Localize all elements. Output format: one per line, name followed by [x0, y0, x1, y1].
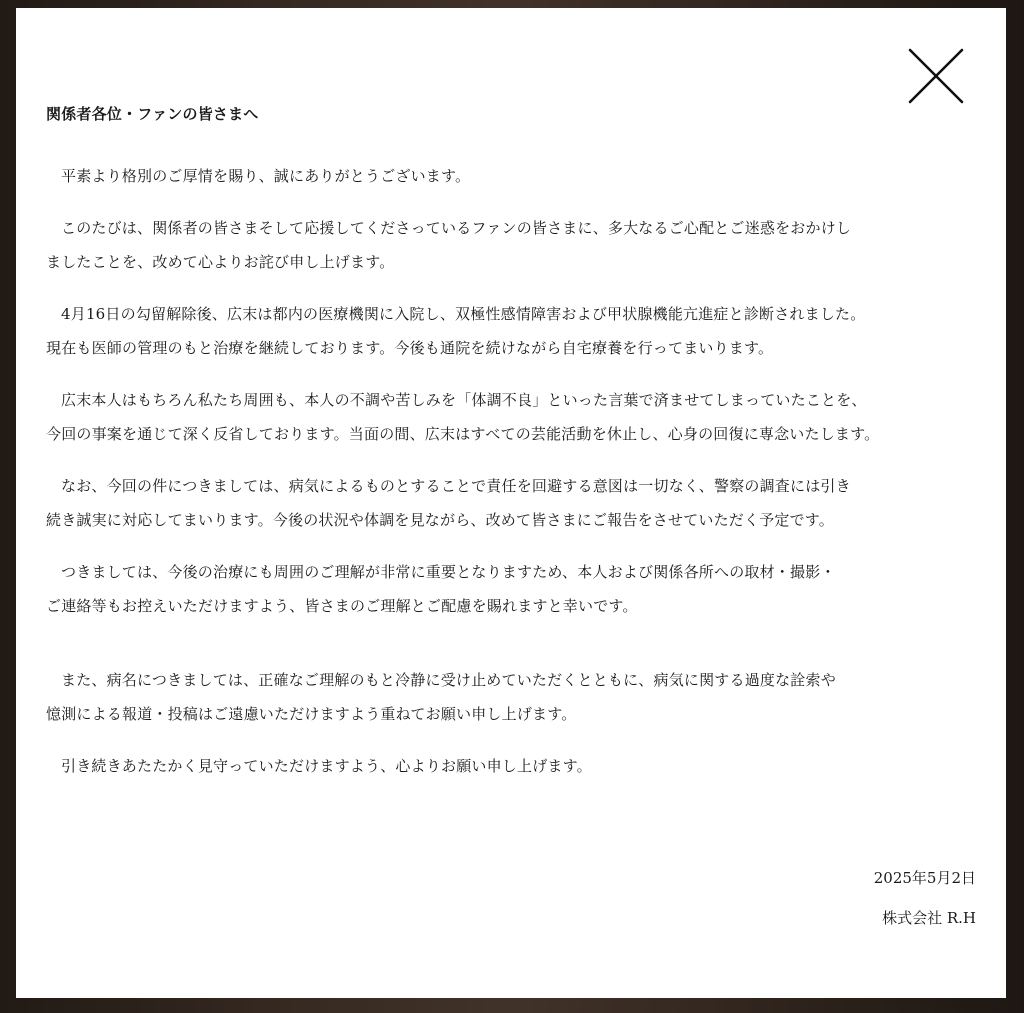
letter-line: 4月16日の勾留解除後、広末は都内の医療機関に入院し、双極性感情障害および甲状腺機能亢進症と診断されました。 [61, 305, 866, 323]
letter-line: ましたことを、改めて心よりお詫び申し上げます。 [46, 253, 395, 271]
letter-paragraph [46, 159, 986, 193]
letter-line: つきましては、今後の治療にも周囲のご理解が非常に重要となりますため、本人および関係各所への取材・撮影・ [61, 563, 836, 581]
letter-paragraph [46, 383, 986, 451]
letter-line: 憶測による報道・投稿はご遠慮いただけますよう重ねてお願い申し上げます。 [46, 705, 577, 723]
letter-line: 広末本人はもちろん私たち周囲も、本人の不調や苦しみを「体調不良」といった言葉で済ませてしまっていたことを、 [61, 391, 867, 409]
letter-line: 平素より格別のご厚情を賜り、誠にありがとうございます。 [61, 167, 471, 185]
letter-line: 現在も医師の管理のもと治療を継続しております。今後も通院を続けながら自宅療養を行ってまいります。 [46, 339, 774, 357]
company-name: 株式会社 R.H [882, 909, 976, 927]
letter-greeting: 関係者各位・ファンの皆さまへ [46, 105, 259, 123]
letter-line: 今回の事案を通じて深く反省しております。当面の間、広末はすべての芸能活動を休止し、心身の回復に専念いたします。 [46, 425, 880, 443]
letter-date: 2025年5月2日 [873, 869, 976, 887]
letter-paragraph [46, 555, 986, 623]
close-icon [904, 44, 968, 108]
letter-line: ご連絡等もお控えいただけますよう、皆さまのご理解とご配慮を賜れますと幸いです。 [46, 597, 638, 615]
statement-modal [16, 8, 1006, 998]
letter-paragraph [46, 297, 986, 365]
letter-paragraph [46, 469, 986, 537]
letter-paragraph [46, 663, 986, 731]
letter-line: 引き続きあたたかく見守っていただけますよう、心よりお願い申し上げます。 [61, 757, 592, 775]
letter-signature [874, 858, 976, 938]
letter-line: このたびは、関係者の皆さまそして応援してくださっているファンの皆さまに、多大なるご心配とご迷惑をおかけし [61, 219, 852, 237]
close-button[interactable] [904, 44, 968, 108]
letter-line: なお、今回の件につきましては、病気によるものとすることで責任を回避する意図は一切なく、警察の調査には引き [61, 477, 851, 495]
statement-letter [46, 104, 986, 783]
letter-paragraph [46, 749, 986, 783]
letter-paragraph [46, 211, 986, 279]
letter-line: また、病名につきましては、正確なご理解のもと冷静に受け止めていただくとともに、病気に関する過度な詮索や [61, 671, 836, 689]
letter-line: 続き誠実に対応してまいります。今後の状況や体調を見ながら、改めて皆さまにご報告をさせていただく予定です。 [46, 511, 835, 529]
